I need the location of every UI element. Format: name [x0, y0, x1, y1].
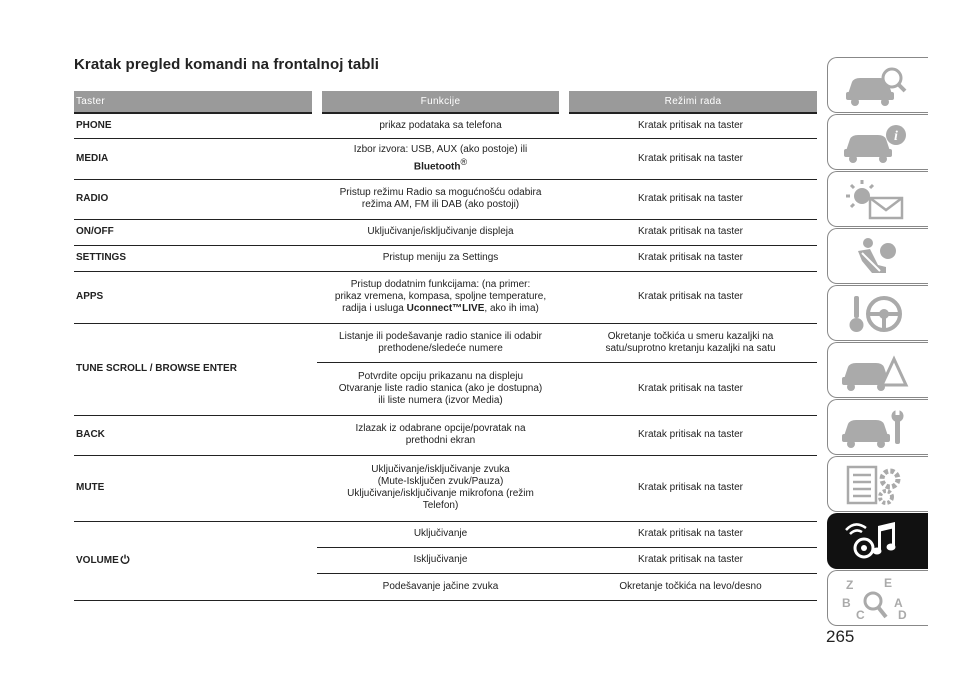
function-back: [317, 415, 564, 455]
header-mode: Režimi rada: [564, 91, 817, 113]
tab-starting-driving[interactable]: [827, 285, 928, 341]
function-volume-3: Podešavanje jačine zvuka: [317, 573, 564, 600]
key-radio: RADIO: [74, 179, 317, 219]
mode-tune-1: [564, 323, 817, 362]
mode-tune-1-line1: Okretanje točkića u smeru kazaljki na: [607, 330, 774, 342]
function-apps-line3-pre: radija i usluga: [342, 303, 407, 314]
mode-volume-1: Kratak pritisak na taster: [564, 521, 817, 547]
registered-mark: ®: [460, 156, 468, 167]
mode-settings: Kratak pritisak na taster: [564, 245, 817, 271]
function-apps-line3-post: , ako ih ima): [484, 303, 539, 314]
function-radio-line2: režima AM, FM ili DAB (ako postoji): [361, 199, 520, 210]
function-mute: [317, 455, 564, 521]
svg-text:D: D: [898, 608, 907, 621]
table-row-onoff: [74, 219, 817, 245]
key-mute: MUTE: [74, 455, 317, 521]
table-row-radio: [74, 179, 817, 219]
table-row-phone: [74, 113, 817, 138]
mode-back: Kratak pritisak na taster: [564, 415, 817, 455]
warning-light-envelope-icon: [840, 178, 910, 222]
function-phone: prikaz podataka sa telefona: [317, 113, 564, 138]
key-settings: SETTINGS: [74, 245, 317, 271]
svg-text:Z: Z: [846, 578, 854, 592]
function-media: [317, 138, 564, 179]
function-back-line1: Izlazak iz odabrane opcije/povratak na: [355, 423, 526, 434]
tab-technical-data[interactable]: [827, 456, 928, 512]
mode-tune-1-line2: satu/suprotno kretanju kazaljki na satu: [605, 342, 776, 354]
function-mute-line1: Uključivanje/isključivanje zvuka: [371, 464, 510, 475]
tab-warning-lights[interactable]: [827, 171, 928, 227]
key-volume: [74, 521, 317, 600]
table-row-settings: [74, 245, 817, 271]
function-volume-1: Uključivanje: [317, 521, 564, 547]
function-tune-2: [317, 362, 564, 415]
multimedia-music-icon: [840, 520, 910, 564]
tab-safety[interactable]: [827, 228, 928, 284]
function-tune-1-line2: prethodene/sledeće numere: [378, 342, 503, 354]
function-media-text: Izbor izvora: USB, AUX (ako postoje) ili: [353, 143, 528, 155]
svg-text:B: B: [842, 596, 851, 610]
header-function: Funkcije: [317, 91, 564, 113]
mode-phone: Kratak pritisak na taster: [564, 113, 817, 138]
uconnect-brand: Uconnect™LIVE: [406, 303, 485, 314]
mode-mute: Kratak pritisak na taster: [564, 455, 817, 521]
header-key: Taster: [74, 91, 317, 113]
car-info-icon: [840, 121, 910, 165]
car-magnifier-icon: [840, 64, 910, 108]
alphabet-index-icon: [840, 577, 910, 621]
tab-multimedia[interactable]: [827, 513, 928, 569]
function-apps-line1: Pristup dodatnim funkcijama: (na primer:: [350, 279, 531, 290]
key-apps: APPS: [74, 271, 317, 323]
function-apps-line2: prikaz vremena, kompasa, spoljne temperature,: [334, 291, 547, 302]
page-title: Kratak pregled komandi na frontalnoj tabli: [74, 56, 380, 73]
table-row-back: [74, 415, 817, 455]
function-tune-1: [317, 323, 564, 362]
function-tune-2-line3: ili liste numera (izvor Media): [378, 394, 503, 406]
mode-onoff: Kratak pritisak na taster: [564, 219, 817, 245]
key-media: MEDIA: [74, 138, 317, 179]
function-tune-1-line1: Listanje ili podešavanje radio stanice ili odabir: [339, 330, 542, 342]
svg-text:A: A: [894, 596, 903, 610]
tab-vehicle-info[interactable]: [827, 114, 928, 170]
function-back-line2: prethodni ekran: [405, 435, 476, 446]
table-row-volume-1: [74, 521, 817, 547]
table-header-row: [74, 91, 817, 113]
commands-table: [74, 91, 817, 601]
car-service-wrench-icon: [840, 406, 910, 450]
function-apps: [317, 271, 564, 323]
function-mute-line4: Telefon): [422, 500, 459, 511]
tab-index[interactable]: [827, 570, 928, 626]
key-tune-scroll: TUNE SCROLL / BROWSE ENTER: [74, 323, 317, 415]
steering-key-icon: [840, 292, 910, 336]
function-radio: [317, 179, 564, 219]
svg-text:C: C: [856, 608, 865, 621]
bluetooth-brand: Bluetooth: [413, 161, 461, 173]
table-row-mute: [74, 455, 817, 521]
svg-text:E: E: [884, 577, 893, 590]
function-mute-line3: Uključivanje/isključivanje mikrofona (režim: [347, 488, 534, 499]
power-icon: [120, 554, 130, 564]
function-mute-line2: (Mute-Isključen zvuk/Pauza): [377, 476, 504, 487]
key-volume-label: VOLUME: [76, 555, 119, 566]
function-tune-2-line2: Otvaranje liste radio stanica (ako je dostupna): [338, 382, 543, 394]
mode-radio: Kratak pritisak na taster: [564, 179, 817, 219]
function-tune-2-line1: Potvrdite opciju prikazanu na displeju: [357, 370, 524, 382]
mode-volume-2: Kratak pritisak na taster: [564, 547, 817, 573]
mode-volume-3: Okretanje točkića na levo/desno: [564, 573, 817, 600]
mode-apps: Kratak pritisak na taster: [564, 271, 817, 323]
function-onoff: Uključivanje/isključivanje displeja: [317, 219, 564, 245]
tab-dashboard[interactable]: [827, 57, 928, 113]
svg-text:i: i: [894, 129, 898, 144]
mode-tune-2: Kratak pritisak na taster: [564, 362, 817, 415]
table-row-tune-1: [74, 323, 817, 362]
key-back: BACK: [74, 415, 317, 455]
car-breakdown-warning-icon: [840, 349, 910, 393]
function-radio-line1: Pristup režimu Radio sa mogućnošću odabira: [339, 187, 542, 198]
mode-media: Kratak pritisak na taster: [564, 138, 817, 179]
tab-emergency[interactable]: [827, 342, 928, 398]
technical-data-gear-icon: [840, 463, 910, 507]
tab-servicing[interactable]: [827, 399, 928, 455]
airbag-seat-icon: [840, 235, 910, 279]
table-row-media: [74, 138, 817, 179]
table-row-apps: [74, 271, 817, 323]
key-onoff: ON/OFF: [74, 219, 317, 245]
key-phone: PHONE: [74, 113, 317, 138]
page-number: 265: [826, 627, 855, 646]
function-settings: Pristup meniju za Settings: [317, 245, 564, 271]
function-volume-2: Isključivanje: [317, 547, 564, 573]
